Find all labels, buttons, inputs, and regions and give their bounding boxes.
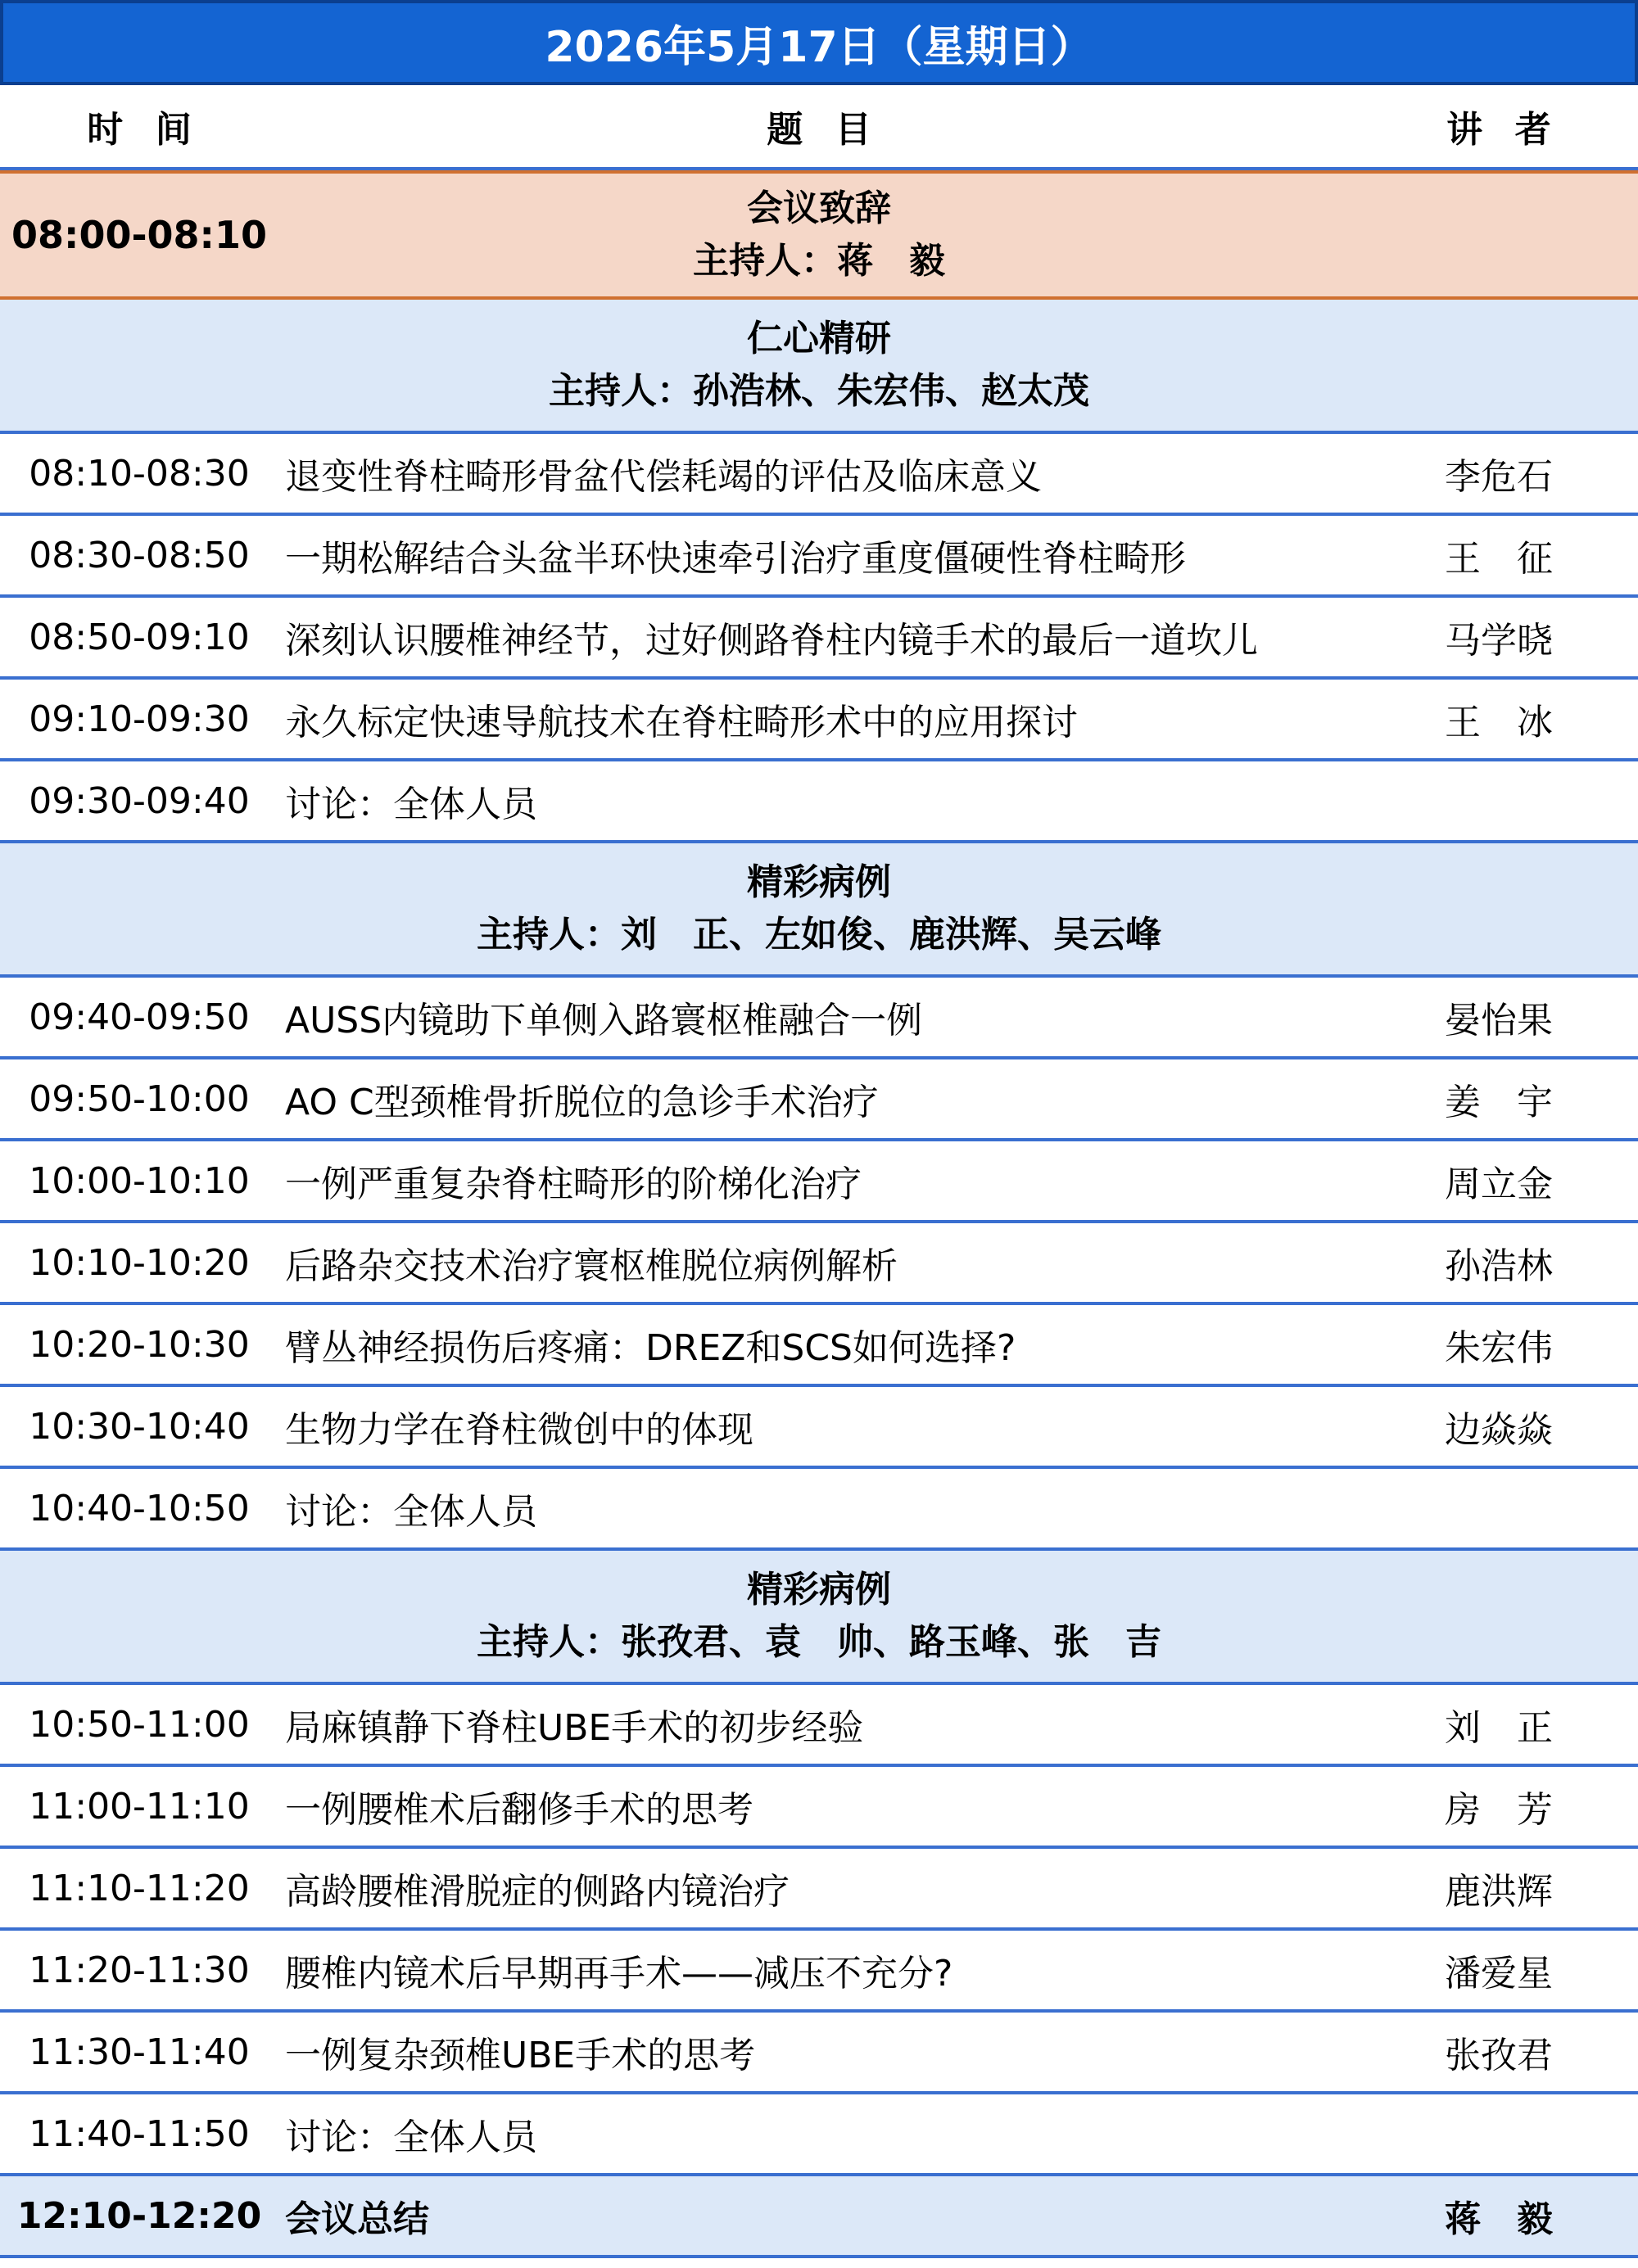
- agenda-item-row: [0, 1469, 1638, 1551]
- item-topic: 一期松解结合头盆半环快速牵引治疗重度僵硬性脊柱畸形: [285, 538, 1186, 580]
- item-time: 10:40-10:50: [29, 1487, 250, 1529]
- item-speaker: 朱宏伟: [1445, 1327, 1553, 1369]
- item-topic: 一例复杂颈椎UBE手术的思考: [285, 2035, 756, 2076]
- item-time: 11:20-11:30: [29, 1949, 250, 1991]
- agenda-item-row: [0, 1685, 1638, 1767]
- agenda-item-row: [0, 1141, 1638, 1223]
- item-time: 11:10-11:20: [29, 1867, 250, 1909]
- item-speaker: [1417, 1469, 1581, 1547]
- item-time: 09:50-10:00: [29, 1078, 250, 1120]
- agenda-item-row: [0, 1059, 1638, 1141]
- session-title: 精彩病例: [747, 1569, 891, 1611]
- item-speaker: [1417, 2094, 1581, 2173]
- item-topic: 讨论：全体人员: [285, 1491, 537, 1533]
- session-host: 主持人：刘 正、左如俊、鹿洪辉、吴云峰: [477, 914, 1161, 956]
- item-speaker: 张孜君: [1445, 2035, 1553, 2076]
- session-title: 精彩病例: [747, 861, 891, 903]
- item-speaker: 姜 宇: [1445, 1082, 1553, 1123]
- agenda-item-row: [0, 2094, 1638, 2176]
- column-header-row: [0, 85, 1638, 170]
- agenda-item-row: [0, 598, 1638, 680]
- item-time: 10:00-10:10: [29, 1159, 250, 1202]
- item-topic: 退变性脊柱畸形骨盆代偿耗竭的评估及临床意义: [285, 456, 1042, 498]
- item-topic: 高龄腰椎滑脱症的侧路内镜治疗: [285, 1871, 790, 1913]
- item-topic: 讨论：全体人员: [285, 2117, 537, 2158]
- agenda-item-row: [0, 1767, 1638, 1849]
- item-topic: 永久标定快速导航技术在脊柱畸形术中的应用探讨: [285, 702, 1078, 743]
- session-header: [0, 300, 1638, 434]
- agenda-date-title: [0, 0, 1638, 85]
- item-speaker: [1417, 761, 1581, 840]
- item-time: 10:30-10:40: [29, 1405, 250, 1448]
- item-time: 10:20-10:30: [29, 1323, 250, 1366]
- item-speaker: 潘爱星: [1445, 1953, 1553, 1995]
- date-title-text: 2026年5月17日（星期日）: [545, 22, 1093, 72]
- item-topic: 臂丛神经损伤后疼痛：DREZ和SCS如何选择?: [285, 1327, 1016, 1369]
- closing-speaker: 蒋 毅: [1445, 2198, 1553, 2240]
- item-time: 11:30-11:40: [29, 2031, 250, 2073]
- opening-title: 会议致辞: [747, 187, 891, 229]
- item-topic: 后路杂交技术治疗寰枢椎脱位病例解析: [285, 1245, 898, 1287]
- closing-topic: 会议总结: [285, 2198, 429, 2240]
- item-time: 11:40-11:50: [29, 2112, 250, 2155]
- column-header-speaker: 讲者: [1446, 109, 1584, 151]
- agenda-item-row: [0, 1305, 1638, 1387]
- item-time: 09:40-09:50: [29, 996, 250, 1038]
- closing-time: 12:10-12:20: [16, 2194, 262, 2237]
- agenda-item-row: [0, 1223, 1638, 1305]
- item-topic: AO C型颈椎骨折脱位的急诊手术治疗: [285, 1082, 879, 1123]
- agenda-item-row: [0, 680, 1638, 761]
- agenda-item-row: [0, 1931, 1638, 2013]
- agenda-item-row: [0, 978, 1638, 1059]
- item-time: 08:50-09:10: [29, 616, 250, 658]
- agenda-item-row: [0, 516, 1638, 598]
- session-header: [0, 1551, 1638, 1685]
- opening-time: 08:00-08:10: [11, 213, 267, 257]
- item-topic: 深刻认识腰椎神经节，过好侧路脊柱内镜手术的最后一道坎儿: [285, 620, 1258, 662]
- agenda-item-row: [0, 2013, 1638, 2094]
- session-host: 主持人：张孜君、袁 帅、路玉峰、张 吉: [477, 1621, 1161, 1663]
- item-topic: 讨论：全体人员: [285, 784, 537, 825]
- item-speaker: 李危石: [1445, 456, 1553, 498]
- item-time: 11:00-11:10: [29, 1785, 250, 1828]
- agenda-item-row: [0, 434, 1638, 516]
- item-time: 10:50-11:00: [29, 1703, 250, 1746]
- item-speaker: 房 芳: [1445, 1789, 1553, 1831]
- item-topic: 一例严重复杂脊柱畸形的阶梯化治疗: [285, 1163, 862, 1205]
- item-speaker: 王 冰: [1445, 702, 1553, 743]
- item-time: 10:10-10:20: [29, 1241, 250, 1284]
- item-speaker: 晏怡果: [1445, 1000, 1553, 1041]
- agenda-item-row: [0, 761, 1638, 843]
- opening-host: 主持人：蒋 毅: [693, 240, 945, 282]
- item-time: 09:10-09:30: [29, 698, 250, 740]
- session-host: 主持人：孙浩林、朱宏伟、赵太茂: [549, 370, 1089, 412]
- item-speaker: 刘 正: [1445, 1707, 1553, 1749]
- column-header-topic: 题目: [767, 109, 904, 151]
- item-time: 08:30-08:50: [29, 534, 250, 576]
- item-speaker: 边焱焱: [1445, 1409, 1553, 1451]
- opening-session-row: [0, 170, 1638, 300]
- item-time: 08:10-08:30: [29, 452, 250, 495]
- session-title: 仁心精研: [747, 318, 891, 359]
- agenda-item-row: [0, 1387, 1638, 1469]
- item-speaker: 孙浩林: [1445, 1245, 1553, 1287]
- agenda-item-row: [0, 1849, 1638, 1931]
- session-header: [0, 843, 1638, 978]
- item-speaker: 鹿洪辉: [1445, 1871, 1553, 1913]
- item-time: 09:30-09:40: [29, 779, 250, 822]
- item-topic: 生物力学在脊柱微创中的体现: [285, 1409, 753, 1451]
- item-topic: 一例腰椎术后翻修手术的思考: [285, 1789, 753, 1831]
- item-topic: AUSS内镜助下单侧入路寰枢椎融合一例: [285, 1000, 923, 1041]
- closing-session-row: [0, 2176, 1638, 2258]
- item-topic: 腰椎内镜术后早期再手术——减压不充分?: [285, 1953, 953, 1995]
- item-speaker: 王 征: [1445, 538, 1553, 580]
- item-topic: 局麻镇静下脊柱UBE手术的初步经验: [285, 1707, 864, 1749]
- item-speaker: 周立金: [1445, 1163, 1553, 1205]
- item-speaker: 马学晓: [1445, 620, 1553, 662]
- column-header-time: 时间: [87, 109, 224, 151]
